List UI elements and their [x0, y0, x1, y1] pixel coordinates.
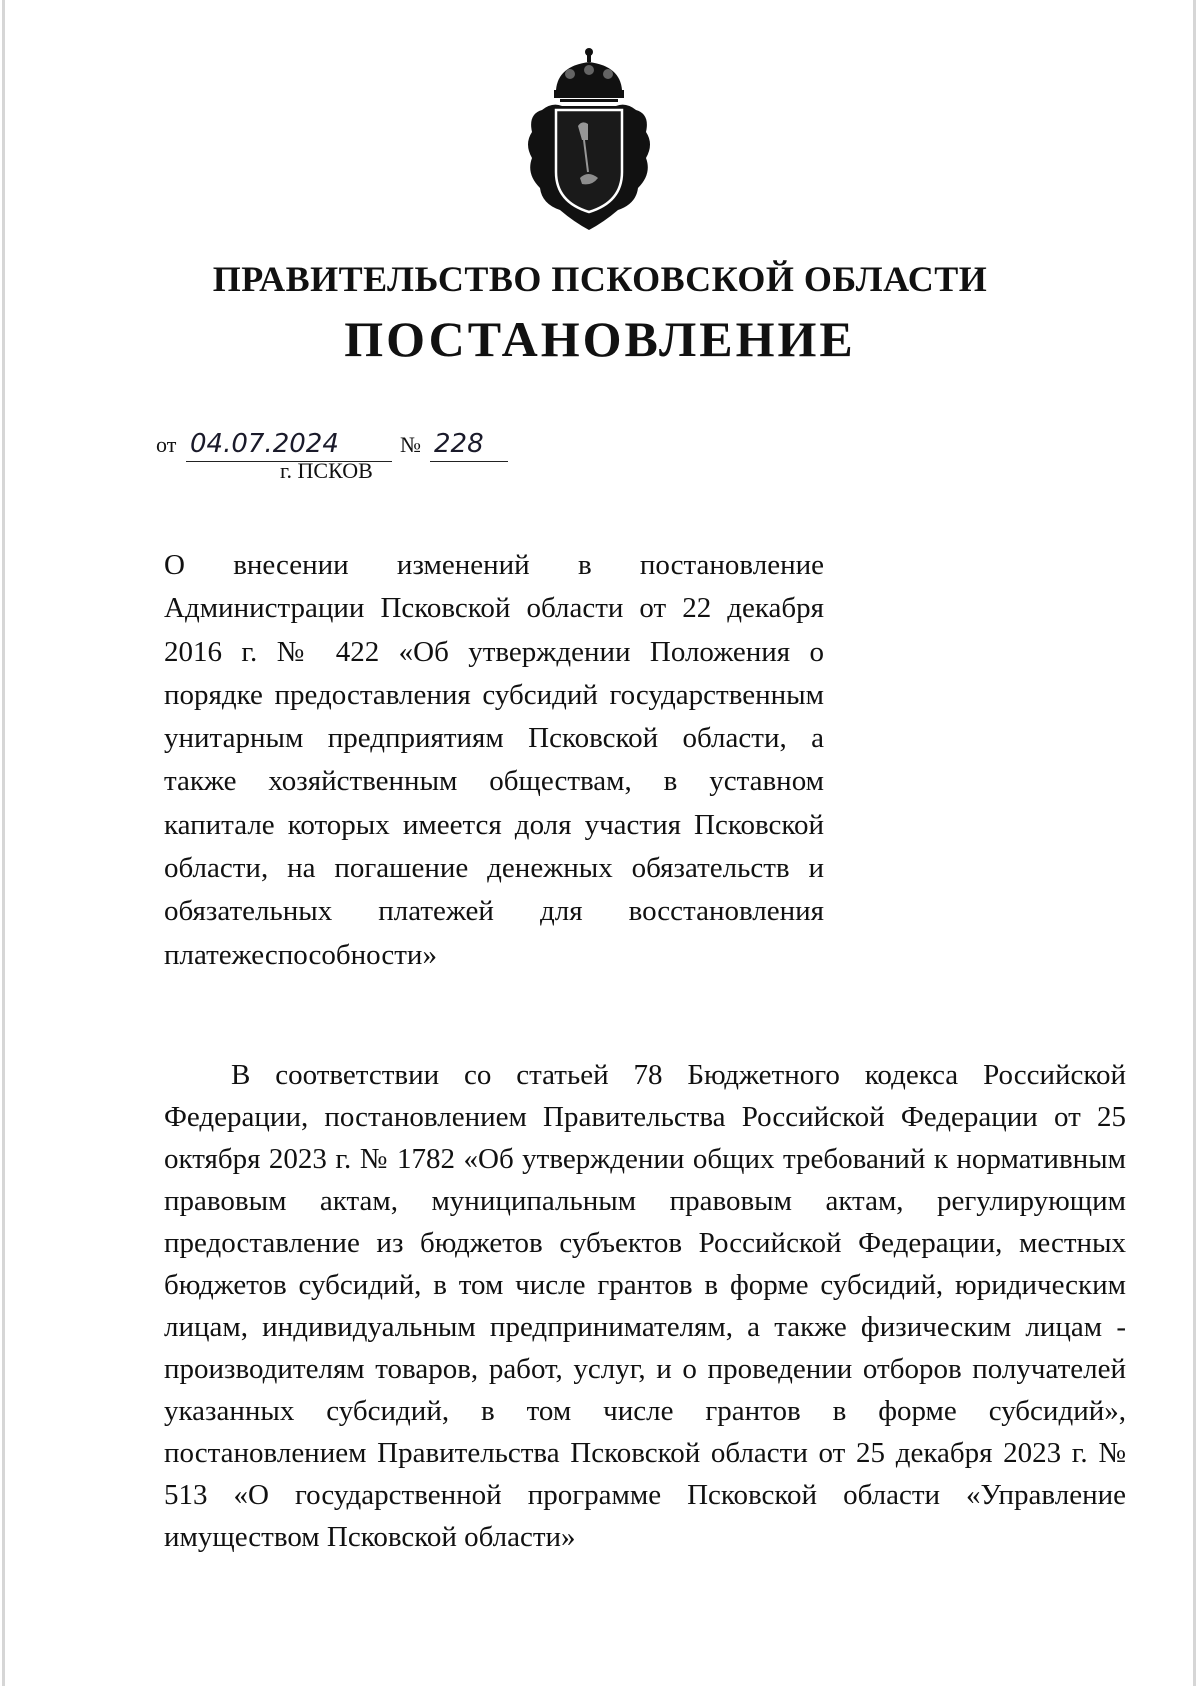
document-date-field: 04.07.2024 [186, 428, 392, 462]
number-prefix-label: № [400, 432, 421, 457]
document-number-field: 228 [430, 428, 508, 462]
document-body-paragraph: В соответствии со статьей 78 Бюджетного кодекса Российской Федерации, постановлением Правительства Российской Федерации от 25 октября 2023 г. № 1782 «Об утверждении общих требований к нормативным правовым актам, муниципальным правовым актам, регулирующим предоставление из бюджетов субъектов Российской Федерации, местных бюджетов субсидий, в том числе грантов в форме субсидий, юридическим лицам, индивидуальным предпринимателям, а также физическим лицам - производителям товаров, работ, услуг, и о проведении отборов получателей указанных субсидий, в том числе грантов в форме субсидий», постановлением Правительства Псковской области от 25 декабря 2023 г. № 513 «О государственной программе Псковской области «Управление имуществом Псковской области» [164, 1059, 1126, 1553]
document-subject: О внесении изменений в постановление Администрации Псковской области от 22 декабря 2016 г. № 422 «Об утверждении Положения о порядке предоставления субсидий государственным унитарным предприятиям Псковской области, а также хозяйственным обществам, в уставном капитале которых имеется доля участия Псковской области, на погашение денежных обязательств и обязательных платежей для восстановления платежеспособности» [164, 549, 824, 971]
scan-edge-right [1193, 0, 1196, 1686]
document-type-heading: ПОСТАНОВЛЕНИЕ [344, 311, 856, 367]
city-label: г. ПСКОВ [280, 458, 373, 483]
document-date-number-line [156, 422, 576, 462]
date-prefix-label: от [156, 432, 177, 457]
coat-of-arms-icon [520, 44, 658, 236]
scan-edge-left [2, 0, 5, 1686]
organization-title: ПРАВИТЕЛЬСТВО ПСКОВСКОЙ ОБЛАСТИ [212, 259, 988, 299]
